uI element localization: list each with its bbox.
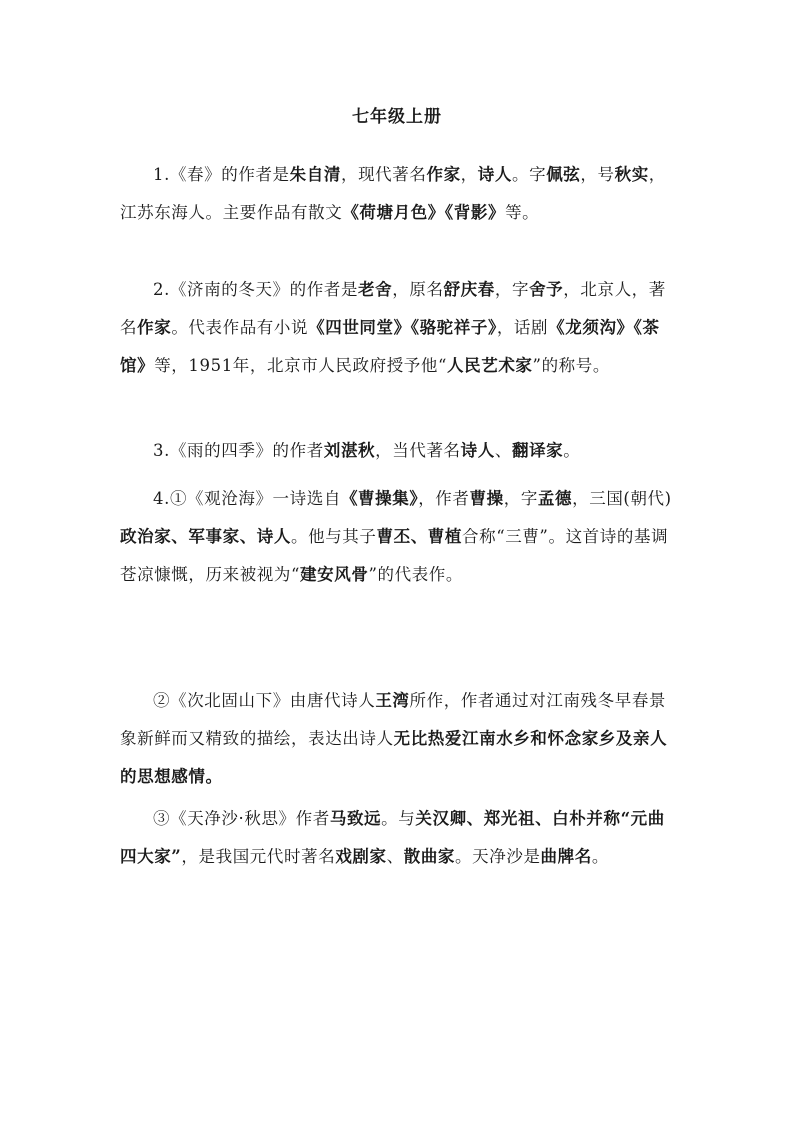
bold-text-segment: 曹丕、曹植 (376, 527, 462, 546)
bold-text-segment: 《荷塘月色》《背影》 (342, 203, 506, 222)
bold-text-segment: 作家 (426, 165, 461, 184)
bold-text-segment: 关汉卿、郑光祖、白朴并称“元曲四大家” (120, 809, 665, 866)
text-segment: 等，1951年，北京市人民政府授予他“ (154, 356, 448, 375)
text-segment: 。与 (381, 809, 416, 828)
bold-text-segment: 诗人 (477, 165, 512, 184)
bold-text-segment: 散曲家 (403, 847, 456, 866)
text-segment: ，北京人，著名 (120, 280, 666, 337)
text-segment: 合称“三曹”。这首诗的基调苍凉慷慨，历来被视为“ (120, 527, 669, 584)
text-segment: ，三国(朝代) (572, 489, 672, 508)
bold-text-segment: 老舍 (358, 280, 393, 299)
text-segment: 。天净沙是 (455, 847, 541, 866)
text-segment: ，字 (494, 280, 530, 299)
bold-text-segment: 马致远 (329, 809, 382, 828)
paragraph-5 (120, 682, 680, 796)
bold-text-segment: 无比热爱江南水乡和怀念家乡及亲人的思想感情。 (120, 729, 668, 786)
text-segment: ， (460, 165, 478, 184)
bold-text-segment: 刘湛秋 (323, 441, 376, 460)
text-segment: 、 (386, 847, 404, 866)
text-segment: 2.《济南的冬天》的作者是 (153, 280, 359, 299)
text-segment: 、 (494, 441, 512, 460)
text-segment: 4.①《观沧海》一诗选自 (153, 489, 341, 508)
text-segment: ，是我国元代时著名 (181, 847, 336, 866)
bold-text-segment: 朱自清 (289, 165, 341, 184)
paragraph-3 (120, 432, 680, 470)
bold-text-segment: 建安风骨 (300, 565, 369, 584)
paragraph-2 (120, 271, 680, 385)
bold-text-segment: 翻译家 (511, 441, 564, 460)
text-segment: ，当代著名 (375, 441, 461, 460)
bold-text-segment: 曹操 (469, 489, 504, 508)
text-segment: 。 (591, 847, 609, 866)
text-segment: ，原名 (392, 280, 444, 299)
text-segment: ”的称号。 (532, 356, 610, 375)
bold-text-segment: 秋实 (614, 165, 649, 184)
text-segment: ②《次北固山下》由唐代诗人 (153, 691, 376, 710)
bold-text-segment: 曲牌名 (540, 847, 592, 866)
paragraph-6 (120, 800, 680, 876)
text-segment: 。 (563, 441, 581, 460)
bold-text-segment: 作家 (137, 318, 172, 337)
text-segment: ，作者 (418, 489, 470, 508)
text-segment: ③《天净沙·秋思》作者 (153, 809, 330, 828)
bold-text-segment: 戏剧家 (335, 847, 387, 866)
bold-text-segment: 王湾 (375, 691, 410, 710)
text-segment: 。代表作品有小说 (171, 318, 309, 337)
text-segment: ，江苏东海人。主要作品有散文 (120, 165, 666, 222)
bold-text-segment: 舍予 (529, 280, 564, 299)
bold-text-segment: 舒庆春 (443, 280, 495, 299)
text-segment: ，字 (503, 489, 538, 508)
text-segment: ”的代表作。 (368, 565, 463, 584)
paragraph-1 (120, 156, 680, 232)
paragraph-4 (120, 480, 680, 594)
text-segment: ，现代著名 (340, 165, 427, 184)
bold-text-segment: 《曹操集》 (340, 489, 419, 508)
bold-text-segment: 《龙须沟》《茶馆》 (120, 318, 660, 375)
text-segment: 等。 (505, 203, 540, 222)
text-segment: 。他与其子 (291, 527, 377, 546)
text-segment: 3.《雨的四季》的作者 (153, 441, 324, 460)
bold-text-segment: 佩弦 (546, 165, 581, 184)
text-segment: 。字 (511, 165, 547, 184)
text-segment: ，话剧 (496, 318, 549, 337)
text-segment: 1.《春》的作者是 (153, 165, 290, 184)
text-segment: ，号 (580, 165, 615, 184)
bold-text-segment: 诗人 (460, 441, 495, 460)
page-title: 七年级上册 (352, 107, 442, 127)
text-segment: 所作，作者通过对江南残冬早春景象新鲜而又精致的描绘，表达出诗人 (120, 691, 667, 748)
bold-text-segment: 《四世同堂》《骆驼祥子》 (308, 318, 497, 337)
bold-text-segment: 政治家、军事家、诗人 (120, 527, 291, 546)
bold-text-segment: 人民艺术家 (447, 356, 533, 375)
bold-text-segment: 孟德 (537, 489, 573, 508)
